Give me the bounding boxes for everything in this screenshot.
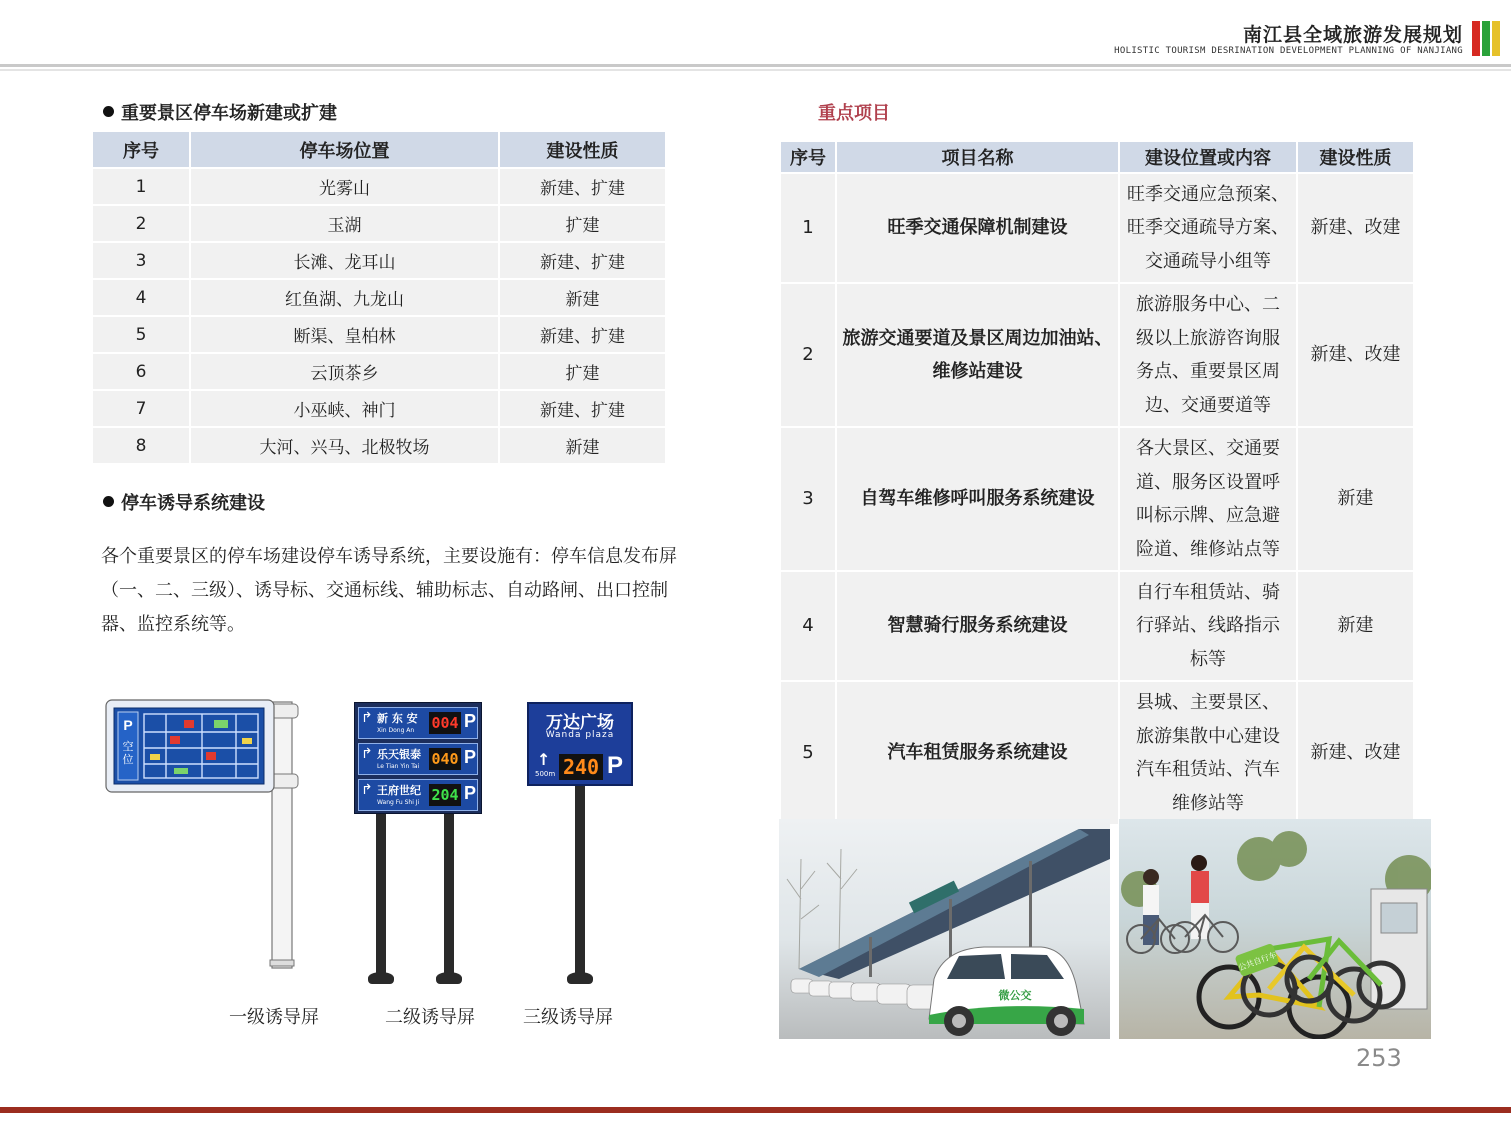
row-number: 3 (781, 428, 835, 570)
row-number: 6 (93, 354, 189, 389)
construction-type: 扩建 (500, 354, 665, 389)
header-color-bars (1472, 21, 1500, 56)
parking-location: 玉湖 (191, 206, 498, 241)
row-number: 1 (781, 174, 835, 282)
parking-location: 断渠、皇柏林 (191, 317, 498, 352)
construction-type: 新建、扩建 (500, 391, 665, 426)
guidance-paragraph: 各个重要景区的停车场建设停车诱导系统，主要设施有：停车信息发布屏（一、二、三级）、诱导标、交通标线、辅助标志、自动路闸、出口控制器、监控系统等。 (101, 546, 677, 635)
guidance-heading: 停车诱导系统建设 (103, 489, 265, 515)
construction-type: 新建 (1298, 428, 1413, 570)
table-row (93, 206, 665, 241)
level3-distance: 500m (535, 770, 556, 778)
space-count: 040 (429, 748, 461, 770)
table-row (93, 317, 665, 352)
construction-type: 新建、改建 (1298, 284, 1413, 426)
key-projects-table (779, 140, 1415, 826)
row-number: 1 (93, 169, 189, 204)
parking-p-glyph: P (464, 747, 477, 767)
header-title: 南江县全域旅游发展规划 (1242, 24, 1463, 46)
bike-basket-text: 公共自行车 (1237, 950, 1278, 973)
row-number: 8 (93, 428, 189, 463)
header-divider (0, 64, 1511, 67)
row-number: 3 (93, 243, 189, 278)
turn-arrow-icon: ↱ (361, 710, 373, 726)
construction-type: 新建、扩建 (500, 169, 665, 204)
level1-guidance-screen (104, 698, 304, 970)
parking-location: 红鱼湖、九龙山 (191, 280, 498, 315)
level3-destination-english: Wanda plaza (545, 730, 615, 740)
row-number: 5 (781, 682, 835, 824)
parking-p-glyph: P (464, 711, 477, 731)
level3-caption: 三级诱导屏 (523, 1007, 613, 1028)
table-row (93, 243, 665, 278)
row-number: 4 (781, 572, 835, 680)
level2-foot-left (368, 972, 394, 984)
row-number: 4 (93, 280, 189, 315)
level2-guidance-screen (354, 702, 484, 988)
table-header-row (93, 132, 665, 167)
destination-name: 王府世纪 (377, 784, 421, 797)
table-row (93, 428, 665, 463)
parking-table (91, 130, 667, 465)
parking-p-glyph: P (464, 783, 477, 803)
header-subtitle: HOLISTIC TOURISM DESRINATION DEVELOPMENT PLANNING OF NANJIANG (1114, 46, 1463, 56)
project-content: 自行车租赁站、骑 行驿站、线路指示 标等 (1120, 572, 1296, 680)
project-content: 旺季交通应急预案、 旺季交通疏导方案、 交通疏导小组等 (1120, 174, 1296, 282)
header-bar-red (1472, 21, 1480, 56)
row-number: 5 (93, 317, 189, 352)
level2-row (358, 707, 478, 739)
project-content: 旅游服务中心、二 级以上旅游咨询服 务点、重要景区周 边、交通要道等 (1120, 284, 1296, 426)
column-header: 项目名称 (837, 142, 1118, 172)
row-number: 2 (781, 284, 835, 426)
turn-arrow-icon: ↱ (361, 746, 373, 762)
project-content: 县城、主要景区、 旅游集散中心建设 汽车租赁站、汽车 维修站等 (1120, 682, 1296, 824)
table-row (781, 572, 1413, 680)
construction-type: 新建、改建 (1298, 174, 1413, 282)
destination-pinyin: Le Tian Yin Tai (377, 763, 420, 770)
construction-type: 新建 (500, 280, 665, 315)
destination-pinyin: Wang Fu Shi Ji (377, 799, 420, 806)
column-header: 建设性质 (1298, 142, 1413, 172)
column-header: 建设位置或内容 (1120, 142, 1296, 172)
car-logo-text: 微公交 (998, 989, 1032, 1002)
table-row (93, 169, 665, 204)
level3-destination-name: 万达广场 (546, 713, 614, 733)
destination-name: 乐天银泰 (377, 748, 421, 761)
construction-type: 扩建 (500, 206, 665, 241)
level3-space-count: 240 (559, 754, 603, 780)
bike-sharing-scene (1119, 819, 1431, 1039)
table-row (781, 174, 1413, 282)
footer-line (0, 1107, 1511, 1113)
level3-post (575, 784, 585, 978)
project-name: 汽车租赁服务系统建设 (837, 682, 1118, 824)
space-count: 004 (429, 712, 461, 734)
parking-location: 光雾山 (191, 169, 498, 204)
level2-row (358, 779, 478, 811)
table-row (93, 280, 665, 315)
column-header: 序号 (781, 142, 835, 172)
construction-type: 新建 (1298, 572, 1413, 680)
straight-arrow-icon: ↑ (537, 750, 551, 769)
bullet-icon (103, 106, 114, 117)
table-row (781, 284, 1413, 426)
level1-side-text: 空位 (122, 740, 134, 766)
parking-p-glyph: P (607, 752, 624, 779)
parking-location: 长滩、龙耳山 (191, 243, 498, 278)
destination-name: 新 东 安 (377, 712, 418, 725)
level3-guidance-screen (527, 702, 635, 988)
project-name: 旺季交通保障机制建设 (837, 174, 1118, 282)
key-projects-title: 重点项目 (818, 103, 890, 124)
car-rental-photo (779, 819, 1110, 1039)
parking-location: 大河、兴马、北极牧场 (191, 428, 498, 463)
level2-post-left (376, 812, 386, 978)
bullet-icon (103, 496, 114, 507)
level3-foot (567, 972, 593, 984)
car-rental-scene (779, 819, 1110, 1039)
construction-type: 新建、改建 (1298, 682, 1413, 824)
table-row (781, 682, 1413, 824)
row-number: 7 (93, 391, 189, 426)
construction-type: 新建 (500, 428, 665, 463)
column-header: 序号 (93, 132, 189, 167)
level1-caption: 一级诱导屏 (229, 1007, 319, 1028)
level2-foot-right (436, 972, 462, 984)
page-number: 253 (1356, 1044, 1402, 1072)
space-count: 204 (429, 784, 461, 806)
turn-arrow-icon: ↱ (361, 782, 373, 798)
table-row (93, 391, 665, 426)
project-name: 旅游交通要道及景区周边加油站、 维修站建设 (837, 284, 1118, 426)
table-header-row (781, 142, 1413, 172)
column-header: 建设性质 (500, 132, 665, 167)
project-name: 自驾车维修呼叫服务系统建设 (837, 428, 1118, 570)
parking-location: 小巫峡、神门 (191, 391, 498, 426)
table-row (93, 354, 665, 389)
level1-p-glyph: P (123, 717, 133, 733)
project-name: 智慧骑行服务系统建设 (837, 572, 1118, 680)
level2-post-right (444, 812, 454, 978)
project-content: 各大景区、交通要 道、服务区设置呼 叫标示牌、应急避 险道、维修站点等 (1120, 428, 1296, 570)
header-bar-green (1482, 21, 1490, 56)
header-bar-yellow (1492, 21, 1500, 56)
row-number: 2 (93, 206, 189, 241)
level2-row (358, 743, 478, 775)
table-row (781, 428, 1413, 570)
parking-heading: 重要景区停车场新建或扩建 (103, 99, 337, 125)
column-header: 停车场位置 (191, 132, 498, 167)
parking-location: 云顶茶乡 (191, 354, 498, 389)
header-divider-thin (0, 69, 1511, 71)
level2-caption: 二级诱导屏 (385, 1007, 475, 1028)
construction-type: 新建、扩建 (500, 317, 665, 352)
construction-type: 新建、扩建 (500, 243, 665, 278)
bike-sharing-photo (1119, 819, 1431, 1039)
destination-pinyin: Xin Dong An (377, 727, 415, 734)
